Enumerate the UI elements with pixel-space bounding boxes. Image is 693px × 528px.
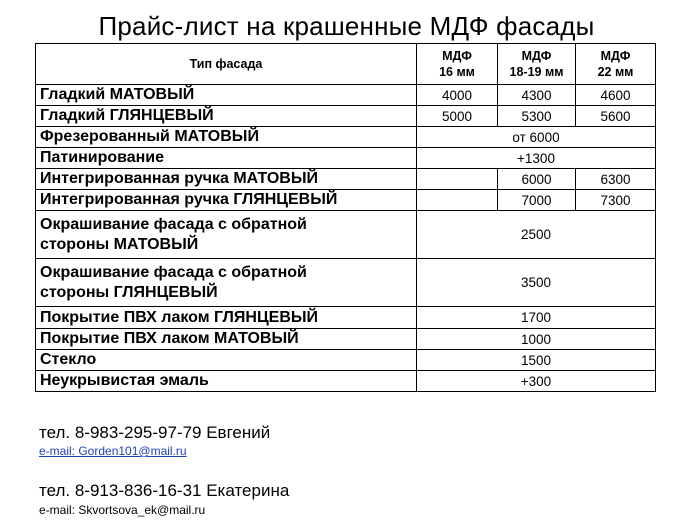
row-name: Покрытие ПВХ лаком ГЛЯНЦЕВЫЙ [36, 307, 417, 329]
row-name: Фрезерованный МАТОВЫЙ [36, 127, 417, 148]
table-row [36, 259, 656, 307]
header-mdf-18-19: МДФ 18-19 мм [498, 44, 576, 85]
price-16: 5000 [417, 106, 498, 127]
table-row [36, 190, 656, 211]
row-name: Интегрированная ручка ГЛЯНЦЕВЫЙ [36, 190, 417, 211]
price-18-19: 6000 [498, 169, 576, 190]
row-name: Гладкий ГЛЯНЦЕВЫЙ [36, 106, 417, 127]
price-16 [417, 190, 498, 211]
table-header-row [36, 44, 656, 85]
price-18-19: 5300 [498, 106, 576, 127]
table-row [36, 371, 656, 392]
row-name: Окрашивание фасада с обратной стороны МАТОВЫЙ [36, 211, 417, 259]
table-row [36, 169, 656, 190]
header-mdf-22: МДФ 22 мм [576, 44, 656, 85]
row-name: Неукрывистая эмаль [36, 371, 417, 392]
contact-email-ekaterina: e-mail: Skvortsova_ek@mail.ru [39, 503, 206, 517]
contact-phone-ekaterina: тел. 8-913-836-16-31 Екатерина [39, 481, 290, 500]
price-all: 1000 [417, 329, 656, 350]
table-row [36, 148, 656, 169]
price-all: +1300 [417, 148, 656, 169]
row-name: Интегрированная ручка МАТОВЫЙ [36, 169, 417, 190]
page-title: Прайс-лист на крашенные МДФ фасады [98, 11, 595, 41]
table-row [36, 85, 656, 106]
header-type: Тип фасада [36, 44, 417, 85]
table-row [36, 211, 656, 259]
header-mdf-16: МДФ 16 мм [417, 44, 498, 85]
price-18-19: 4300 [498, 85, 576, 106]
price-22: 6300 [576, 169, 656, 190]
price-all: 3500 [417, 259, 656, 307]
contact-email-evgeniy[interactable]: e-mail: Gorden101@mail.ru [39, 444, 187, 458]
price-16 [417, 169, 498, 190]
row-name: Покрытие ПВХ лаком МАТОВЫЙ [36, 329, 417, 350]
price-all: 1700 [417, 307, 656, 329]
row-name: Стекло [36, 350, 417, 371]
price-22: 4600 [576, 85, 656, 106]
table-row [36, 329, 656, 350]
price-22: 5600 [576, 106, 656, 127]
price-18-19: 7000 [498, 190, 576, 211]
price-all: от 6000 [417, 127, 656, 148]
table-row [36, 307, 656, 329]
row-name: Гладкий МАТОВЫЙ [36, 85, 417, 106]
contact-phone-evgeniy: тел. 8-983-295-97-79 Евгений [39, 423, 271, 442]
table-row [36, 127, 656, 148]
table-row [36, 350, 656, 371]
price-all: +300 [417, 371, 656, 392]
row-name: Окрашивание фасада с обратной стороны ГЛЯНЦЕВЫЙ [36, 259, 417, 307]
price-22: 7300 [576, 190, 656, 211]
row-name: Патинирование [36, 148, 417, 169]
price-all: 1500 [417, 350, 656, 371]
price-all: 2500 [417, 211, 656, 259]
table-row [36, 106, 656, 127]
price-table [35, 43, 656, 392]
price-16: 4000 [417, 85, 498, 106]
